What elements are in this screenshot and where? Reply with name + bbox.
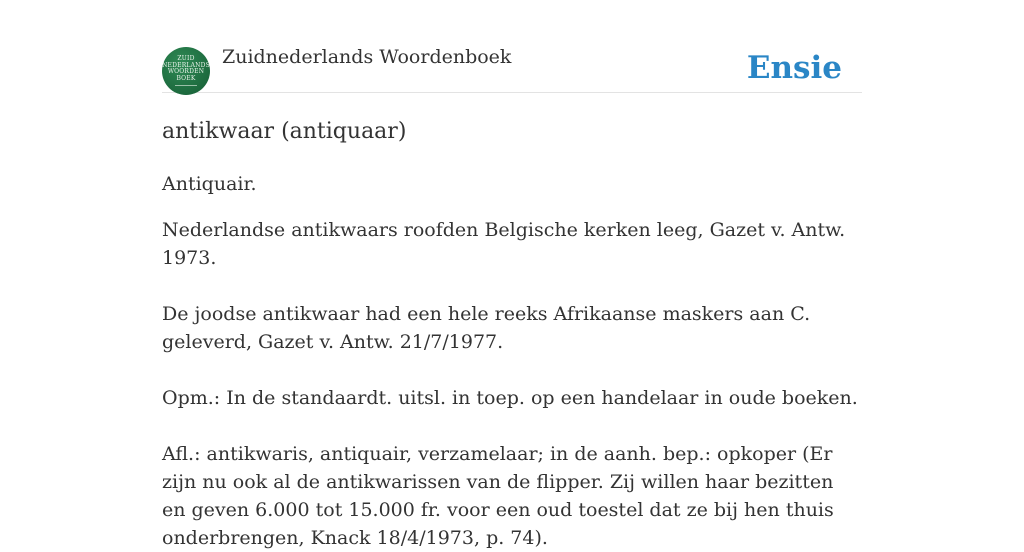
example-1: Nederlandse antikwaars roofden Belgische kerken leeg, Gazet v. Antw. 1973. (162, 219, 846, 269)
entry-card (162, 40, 862, 552)
usage-note: Opm.: In de standaardt. uitsl. in toep. op een handelaar in oude boeken. (162, 387, 858, 409)
logo-line-4: BOEK (176, 74, 196, 82)
site-title[interactable]: Zuidnederlands Woordenboek (222, 46, 512, 68)
logo-rule (175, 85, 197, 86)
example-2: De joodse antikwaar had een hele reeks Afrikaanse maskers aan C. geleverd, Gazet v. Antw. 21/7/1977. (162, 303, 811, 353)
logo-line-3: WOORDEN (167, 68, 205, 75)
dictionary-logo[interactable] (162, 47, 210, 95)
headword: antikwaar (antiquaar) (162, 119, 407, 144)
brand-logo[interactable]: Ensie (746, 50, 842, 86)
logo-line-2: NEDERLANDS (162, 61, 210, 69)
header (162, 40, 862, 93)
logo-line-1: ZUID (177, 55, 195, 62)
definition: Antiquair. (162, 173, 257, 195)
alternatives-note: Afl.: antikwaris, antiquair, verzamelaar; in de aanh. bep.: opkoper (Er zijn nu ook al de antikwarissen van de flipper. Zij willen haar bezitten en geven 6.000 tot 15.000 fr. voor een oud toestel dat ze bij hen thuis onderbrengen, Knack 18/4/1973, p. 74). (162, 443, 834, 549)
